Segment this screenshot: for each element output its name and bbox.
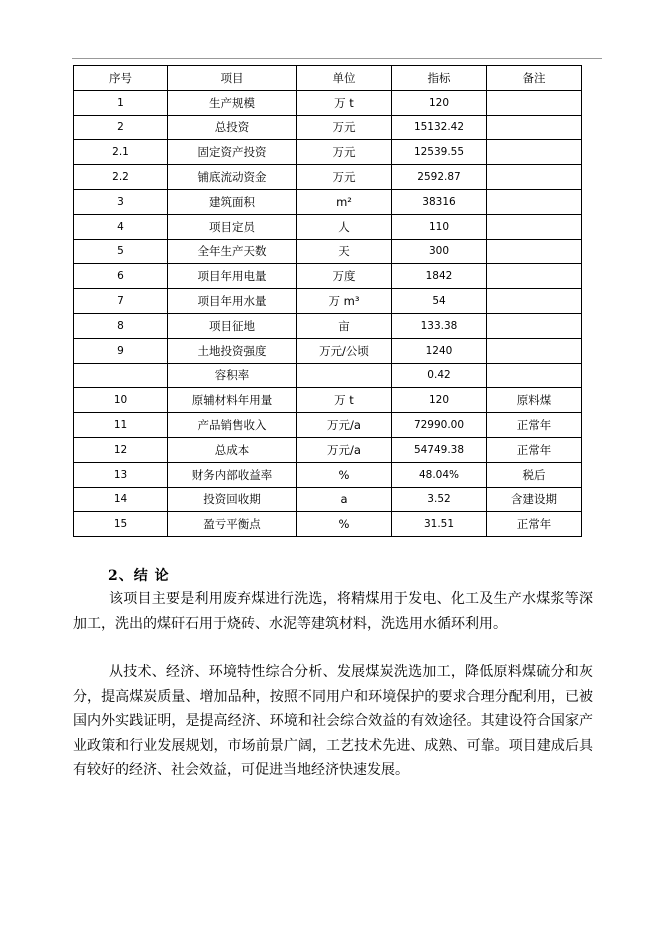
cell-remark: 税后: [487, 462, 582, 487]
table-row: [74, 140, 582, 165]
cell-item: 铺底流动资金: [168, 165, 297, 190]
table-row: [74, 338, 582, 363]
table-row: [74, 189, 582, 214]
cell-remark: [487, 313, 582, 338]
header-unit: 单位: [297, 66, 392, 91]
cell-index: 2.2: [74, 165, 168, 190]
cell-remark: [487, 90, 582, 115]
cell-value: 3.52: [392, 487, 487, 512]
cell-remark: 原料煤: [487, 388, 582, 413]
cell-item: 原辅材料年用量: [168, 388, 297, 413]
cell-unit: 万元/公顷: [297, 338, 392, 363]
cell-index: 1: [74, 90, 168, 115]
cell-value: 110: [392, 214, 487, 239]
cell-unit: 万 m³: [297, 289, 392, 314]
cell-value: 1240: [392, 338, 487, 363]
cell-item: 土地投资强度: [168, 338, 297, 363]
table-row: [74, 165, 582, 190]
cell-remark: [487, 338, 582, 363]
cell-item: 财务内部收益率: [168, 462, 297, 487]
cell-value: 72990.00: [392, 413, 487, 438]
cell-unit: 人: [297, 214, 392, 239]
cell-item: 全年生产天数: [168, 239, 297, 264]
cell-value: 54: [392, 289, 487, 314]
cell-item: 产品销售收入: [168, 413, 297, 438]
conclusion-paragraph-1: 该项目主要是利用废弃煤进行洗选，将精煤用于发电、化工及生产水煤浆等深加工，洗出的煤矸石用于烧砖、水泥等建筑材料，洗选用水循环利用。: [73, 591, 593, 632]
cell-index: 6: [74, 264, 168, 289]
cell-unit: [297, 363, 392, 388]
cell-remark: [487, 289, 582, 314]
cell-value: 38316: [392, 189, 487, 214]
cell-item: 总成本: [168, 437, 297, 462]
cell-remark: 正常年: [487, 413, 582, 438]
cell-item: 固定资产投资: [168, 140, 297, 165]
table-row: [74, 214, 582, 239]
cell-remark: [487, 239, 582, 264]
cell-index: 7: [74, 289, 168, 314]
cell-item: 项目征地: [168, 313, 297, 338]
cell-index: 5: [74, 239, 168, 264]
cell-index: 8: [74, 313, 168, 338]
cell-index: 9: [74, 338, 168, 363]
cell-item: 盈亏平衡点: [168, 512, 297, 537]
cell-item: 总投资: [168, 115, 297, 140]
table-row: [74, 239, 582, 264]
section-heading: 2、结 论: [108, 568, 170, 584]
cell-unit: a: [297, 487, 392, 512]
cell-unit: 万元/a: [297, 437, 392, 462]
cell-unit: 天: [297, 239, 392, 264]
cell-value: 15132.42: [392, 115, 487, 140]
cell-value: 12539.55: [392, 140, 487, 165]
cell-remark: [487, 115, 582, 140]
cell-unit: %: [297, 462, 392, 487]
header-remark: 备注: [487, 66, 582, 91]
cell-value: 300: [392, 239, 487, 264]
cell-index: 2: [74, 115, 168, 140]
cell-index: 14: [74, 487, 168, 512]
cell-unit: 万元: [297, 140, 392, 165]
indicator-table: [73, 65, 582, 537]
cell-item: 建筑面积: [168, 189, 297, 214]
cell-unit: 万元: [297, 165, 392, 190]
cell-remark: 正常年: [487, 437, 582, 462]
cell-remark: [487, 165, 582, 190]
table-row: [74, 90, 582, 115]
cell-index: 3: [74, 189, 168, 214]
cell-item: 生产规模: [168, 90, 297, 115]
cell-remark: [487, 214, 582, 239]
cell-value: 133.38: [392, 313, 487, 338]
table-row: [74, 462, 582, 487]
header-item: 项目: [168, 66, 297, 91]
cell-index: 12: [74, 437, 168, 462]
cell-unit: 万元/a: [297, 413, 392, 438]
table-row: [74, 313, 582, 338]
cell-index: 13: [74, 462, 168, 487]
cell-item: 容积率: [168, 363, 297, 388]
table-row: [74, 437, 582, 462]
cell-value: 2592.87: [392, 165, 487, 190]
cell-unit: m²: [297, 189, 392, 214]
cell-remark: [487, 264, 582, 289]
header-rule: [72, 58, 602, 59]
cell-remark: [487, 140, 582, 165]
cell-index: 11: [74, 413, 168, 438]
table-row: [74, 413, 582, 438]
cell-remark: 正常年: [487, 512, 582, 537]
cell-remark: 含建设期: [487, 487, 582, 512]
cell-index: 15: [74, 512, 168, 537]
cell-unit: 万 t: [297, 90, 392, 115]
table-row: [74, 115, 582, 140]
table-body: [74, 90, 582, 536]
cell-unit: 万 t: [297, 388, 392, 413]
cell-remark: [487, 363, 582, 388]
cell-item: 项目年用水量: [168, 289, 297, 314]
cell-unit: %: [297, 512, 392, 537]
table-row: [74, 289, 582, 314]
conclusion-paragraph-2: 从技术、经济、环境特性综合分析、发展煤炭洗选加工，降低原料煤硫分和灰分，提高煤炭质量、增加品种，按照不同用户和环境保护的要求合理分配利用，已被国内外实践证明，是提高经济、环境和社会综合效益的有效途径。其建设符合国家产业政策和行业发展规划，市场前景广阔，工艺技术先进、成熟、可靠。项目建成后具有较好的经济、社会效益，可促进当地经济快速发展。: [73, 664, 593, 778]
cell-value: 31.51: [392, 512, 487, 537]
table-header-row: [74, 66, 582, 91]
table-row: [74, 363, 582, 388]
header-value: 指标: [392, 66, 487, 91]
cell-unit: 亩: [297, 313, 392, 338]
cell-value: 120: [392, 90, 487, 115]
cell-item: 项目年用电量: [168, 264, 297, 289]
cell-item: 项目定员: [168, 214, 297, 239]
cell-value: 48.04%: [392, 462, 487, 487]
cell-index: 2.1: [74, 140, 168, 165]
cell-index: [74, 363, 168, 388]
table-row: [74, 264, 582, 289]
cell-index: 4: [74, 214, 168, 239]
table-row: [74, 388, 582, 413]
header-index: 序号: [74, 66, 168, 91]
cell-value: 54749.38: [392, 437, 487, 462]
cell-value: 120: [392, 388, 487, 413]
table-row: [74, 487, 582, 512]
cell-index: 10: [74, 388, 168, 413]
cell-remark: [487, 189, 582, 214]
cell-unit: 万度: [297, 264, 392, 289]
cell-unit: 万元: [297, 115, 392, 140]
cell-item: 投资回收期: [168, 487, 297, 512]
table-row: [74, 512, 582, 537]
cell-value: 1842: [392, 264, 487, 289]
cell-value: 0.42: [392, 363, 487, 388]
